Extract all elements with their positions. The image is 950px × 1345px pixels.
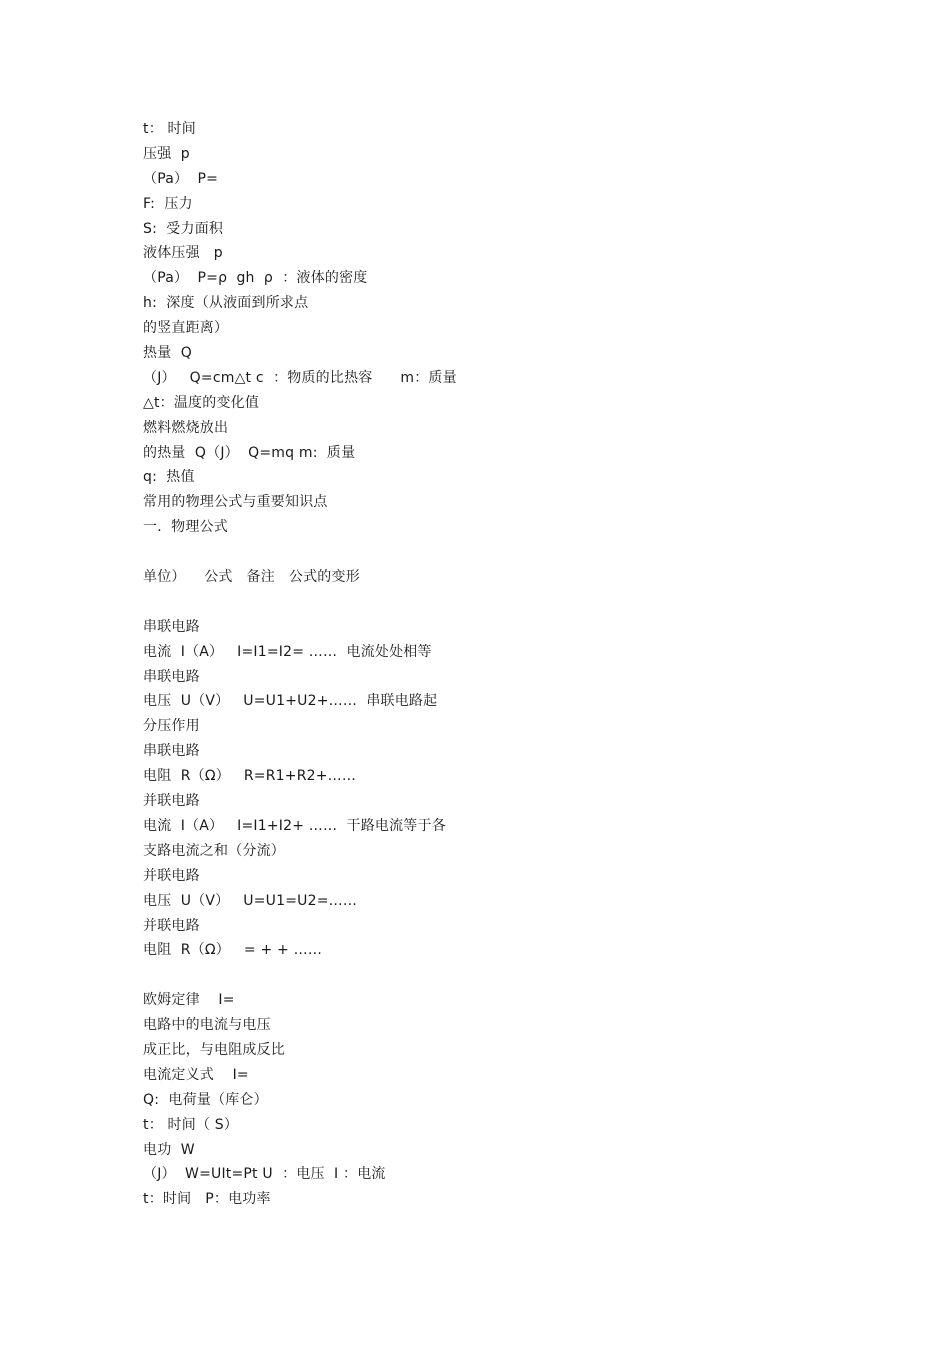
text-line: 的竖直距离） xyxy=(143,320,229,337)
text-line: t： 时间（ S） xyxy=(143,1116,239,1133)
text-line: 并联电路 xyxy=(143,917,200,934)
blank-line xyxy=(143,963,843,988)
text-line: 电流定义式 I= xyxy=(143,1066,249,1083)
text-line: 热量 Q xyxy=(143,345,192,362)
text-line: 串联电路 xyxy=(143,618,200,635)
text-line: q: 热值 xyxy=(143,469,195,486)
text-line: 电流 I（A） I=I1=I2= …… 电流处处相等 xyxy=(143,643,432,660)
text-line: 并联电路 xyxy=(143,793,200,810)
blank-line xyxy=(143,590,843,615)
text-line: F: 压力 xyxy=(143,195,193,212)
text-line: 液体压强 p xyxy=(143,245,223,262)
section-heading: 一. 物理公式 xyxy=(143,519,228,536)
text-line: 压强 p xyxy=(143,145,190,162)
text-line: 成正比，与电阻成反比 xyxy=(143,1041,285,1058)
text-line: 电阻 R（Ω） R=R1+R2+…… xyxy=(143,768,357,785)
text-line: （Pa） P=ρ gh ρ ：液体的密度 xyxy=(143,270,368,287)
text-line: Q: 电荷量（库仑） xyxy=(143,1091,268,1108)
text-line: 电流 I（A） I=I1+I2+ …… 干路电流等于各 xyxy=(143,817,446,834)
text-line: 欧姆定律 I= xyxy=(143,992,235,1009)
document-body xyxy=(143,117,843,1212)
table-header-line: 单位） 公式 备注 公式的变形 xyxy=(143,569,360,586)
text-line: 分压作用 xyxy=(143,718,200,735)
text-line: h: 深度（从液面到所求点 xyxy=(143,295,309,312)
text-line: S: 受力面积 xyxy=(143,220,224,237)
text-line: 串联电路 xyxy=(143,668,200,685)
text-line: t：时间 P：电功率 xyxy=(143,1191,271,1208)
section-title: 常用的物理公式与重要知识点 xyxy=(143,494,328,511)
text-line: （J） Q=cm△t c ：物质的比热容 m：质量 xyxy=(143,369,457,386)
text-line: 串联电路 xyxy=(143,743,200,760)
text-line: 电阻 R（Ω） = + + …… xyxy=(143,942,323,959)
text-line: 并联电路 xyxy=(143,867,200,884)
text-line: 的热量 Q（J） Q=mq m: 质量 xyxy=(143,444,356,461)
text-line: 电压 U（V） U=U1+U2+…… 串联电路起 xyxy=(143,693,438,710)
text-line: △t：温度的变化值 xyxy=(143,394,260,411)
text-line: （Pa） P= xyxy=(143,170,219,187)
text-line: 电路中的电流与电压 xyxy=(143,1017,271,1034)
text-line: 电功 W xyxy=(143,1141,195,1158)
text-line: 支路电流之和（分流） xyxy=(143,842,285,859)
text-line: （J） W=UIt=Pt U ：电压 I ：电流 xyxy=(143,1166,386,1183)
text-line: t： 时间 xyxy=(143,121,196,137)
text-line: 电压 U（V） U=U1=U2=…… xyxy=(143,892,358,909)
text-line: 燃料燃烧放出 xyxy=(143,419,229,436)
blank-line xyxy=(143,540,843,565)
